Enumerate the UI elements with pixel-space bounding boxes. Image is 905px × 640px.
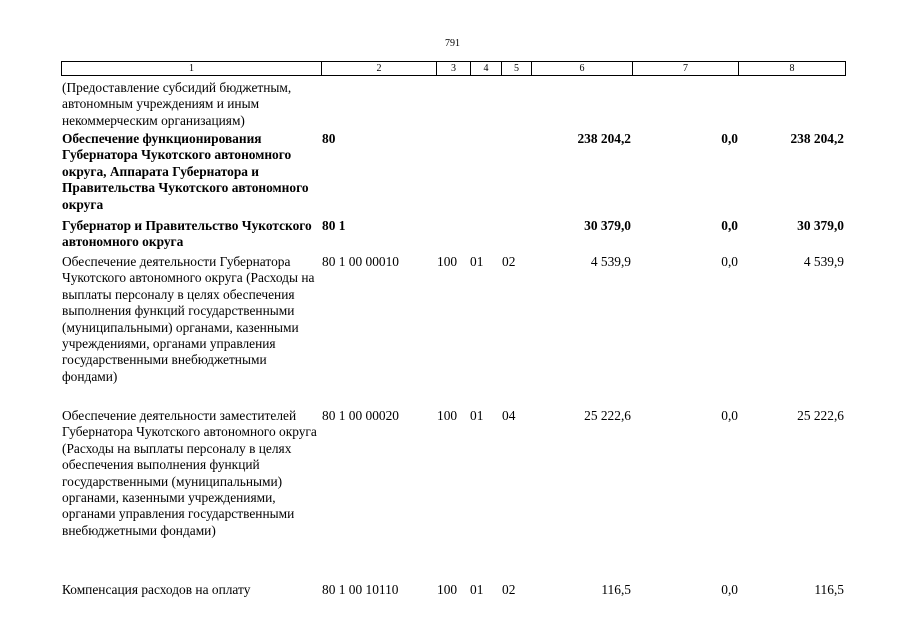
row-value-col8: 4 539,9 (803, 254, 844, 269)
row-value-col8: 116,5 (814, 582, 844, 597)
row-name: Компенсация расходов на оплату (62, 582, 251, 597)
row-value-col7: 0,0 (721, 582, 738, 597)
row-value-col8: 30 379,0 (797, 218, 844, 233)
header-col-4: 4 (471, 62, 502, 75)
header-col-1: 1 (62, 62, 322, 75)
row-expense-type: 100 (437, 582, 458, 597)
row-name: Обеспечение деятельности заместителей Губернатора Чукотского автономного округа (Расходы на выплаты персоналу в целях обеспечения выполнения функций государственными (муниципальными) органами, казенными учреждениями, органами управления государственными внебюджетными фондами) (62, 408, 317, 538)
header-col-2: 2 (322, 62, 437, 75)
row-code: 80 (322, 131, 336, 146)
row-section: 01 (470, 582, 484, 597)
header-col-5: 5 (502, 62, 532, 75)
row-section: 01 (470, 408, 484, 423)
header-col-6: 6 (532, 62, 633, 75)
row-value-col6: 116,5 (601, 582, 631, 597)
row-value-col7: 0,0 (721, 131, 738, 146)
row-value-col6: 238 204,2 (577, 131, 631, 146)
header-col-3: 3 (437, 62, 471, 75)
row-value-col6: 30 379,0 (584, 218, 631, 233)
row-value-col7: 0,0 (721, 218, 738, 233)
row-value-col7: 0,0 (721, 408, 738, 423)
row-name: Обеспечение функционирования Губернатора Чукотского автономного округа, Аппарата Губернатора и Правительства Чукотского автономного округа (62, 131, 309, 212)
row-code: 80 1 00 00010 (322, 254, 399, 269)
row-expense-type: 100 (437, 408, 458, 423)
row-value-col8: 25 222,6 (797, 408, 844, 423)
row-value-col6: 4 539,9 (590, 254, 631, 269)
row-section: 01 (470, 254, 484, 269)
row-expense-type: 100 (437, 254, 458, 269)
row-code: 80 1 00 10110 (322, 582, 399, 597)
row-code: 80 1 (322, 218, 346, 233)
table-header (61, 61, 846, 76)
row-code: 80 1 00 00020 (322, 408, 399, 423)
header-col-7: 7 (633, 62, 739, 75)
row-subsection: 02 (502, 582, 516, 597)
row-name: Губернатор и Правительство Чукотского автономного округа (62, 218, 312, 250)
row-value-col7: 0,0 (721, 254, 738, 269)
row-value-col6: 25 222,6 (584, 408, 631, 423)
header-col-8: 8 (789, 63, 795, 74)
row-subsection: 04 (502, 408, 516, 423)
row-subsection: 02 (502, 254, 516, 269)
row-name: (Предоставление субсидий бюджетным, автономным учреждениям и иным некоммерческим организациям) (62, 80, 292, 128)
row-value-col8: 238 204,2 (790, 131, 844, 146)
row-name: Обеспечение деятельности Губернатора Чукотского автономного округа (Расходы на выплаты персоналу в целях обеспечения выполнения функций государственными (муниципальными) органами, казенными учреждениями, органами управления государственными внебюджетными фондами) (62, 254, 315, 384)
page-number: 791 (445, 38, 460, 49)
